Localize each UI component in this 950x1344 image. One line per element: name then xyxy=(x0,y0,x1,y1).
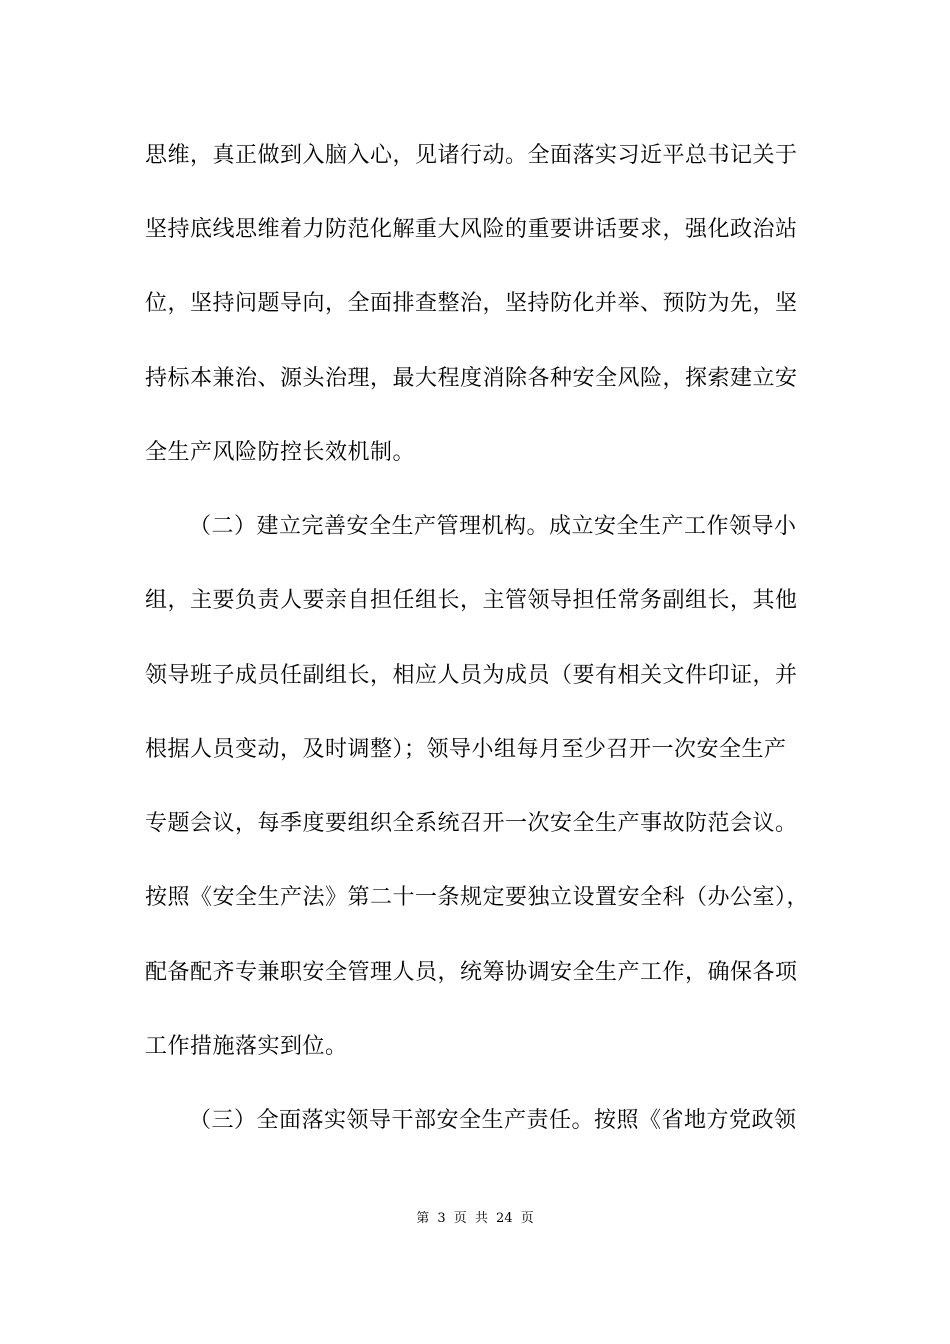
page-number-footer: 第 3 页 共 24 页 xyxy=(416,1211,534,1226)
text-line: 持标本兼治、源头治理，最大程度消除各种安全风险，探索建立安 xyxy=(145,366,798,391)
text-line: 领导班子成员任副组长，相应人员为成员（要有相关文件印证，并 xyxy=(145,663,798,688)
text-line: 按照《安全生产法》第二十一条规定要独立设置安全科（办公室）， xyxy=(145,885,810,910)
text-line: 根据人员变动，及时调整）；领导小组每月至少召开一次安全生产 xyxy=(145,737,787,762)
text-line: 思维，真正做到入脑入心，见诸行动。全面落实习近平总书记关于 xyxy=(145,143,798,168)
text-line: 组，主要负责人要亲自担任组长，主管领导担任常务副组长，其他 xyxy=(145,588,798,613)
text-line: 配备配齐专兼职安全管理人员，统筹协调安全生产工作，确保各项 xyxy=(145,960,798,985)
text-line: 坚持底线思维着力防范化解重大风险的重要讲话要求，强化政治站 xyxy=(145,217,798,242)
text-line: 专题会议，每季度要组织全系统召开一次安全生产事故防范会议。 xyxy=(145,811,798,836)
text-line: 位，坚持问题导向，全面排查整治，坚持防化并举、预防为先，坚 xyxy=(145,291,798,316)
paragraph-start-line: （三）全面落实领导干部安全生产责任。按照《省地方党政领 xyxy=(189,1108,797,1133)
paragraph-start-line: （二）建立完善安全生产管理机构。成立安全生产工作领导小 xyxy=(189,514,797,539)
text-line: 工作措施落实到位。 xyxy=(145,1034,348,1059)
text-line: 全生产风险防控长效机制。 xyxy=(145,440,416,465)
